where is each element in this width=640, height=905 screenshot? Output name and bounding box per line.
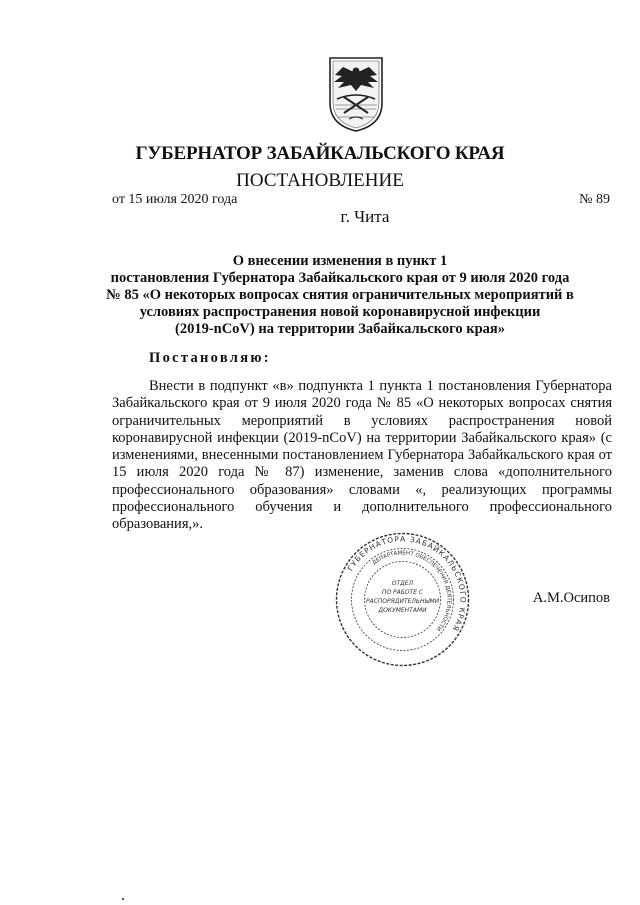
stamp-center-line: ОТДЕЛ — [391, 580, 414, 587]
document-city: г. Чита — [340, 207, 390, 226]
stamp-center-line: РАСПОРЯДИТЕЛЬНЫМИ — [365, 598, 440, 605]
subject-line: О внесении изменения в пункт 1 — [232, 253, 448, 269]
issuer-title: ГУБЕРНАТОР ЗАБАЙКАЛЬСКОГО КРАЯ — [135, 143, 505, 164]
stamp-outer-text: ГУБЕРНАТОРА ЗАБАЙКАЛЬСКОГО КРАЯ — [345, 534, 468, 634]
body-paragraph: Внести в подпункт «в» подпункта 1 пункта 1 постановления Губернатора Забайкальского края от 9 июля 2020 года № 85 «О некоторых вопросах снятия ограничительных мероприятий в условиях распространения новой коронавирусной инфекции (2019-nCoV) на территории Забайкальского края» (с изменениями, внесенными постановлением Губернатора Забайкальского края от 15 июля 2020 года № 87) изменение, заменив слова «дополнительного профессионального образования» словами «, реализующих программы профессионального обучения и дополнительного профессионального образования,». — [112, 378, 612, 533]
signer-name: А.М.Осипов — [532, 590, 610, 606]
stamp-center-line: ДОКУМЕНТАМИ — [378, 607, 427, 614]
subject-line: № 85 «О некоторых вопросах снятия ограничительных мероприятий в — [106, 287, 574, 303]
document-number: № 89 — [579, 192, 610, 207]
document-type: ПОСТАНОВЛЕНИЕ — [236, 170, 404, 191]
subject-line: условиях распространения новой коронавирусной инфекции — [139, 304, 541, 320]
document-subject — [60, 253, 620, 338]
seal-stamp-icon — [335, 532, 470, 667]
decree-word: Постановляю: — [149, 350, 271, 366]
subject-line: (2019-nCoV) на территории Забайкальского края» — [174, 321, 505, 337]
scan-speck — [122, 898, 124, 900]
document-body — [112, 378, 612, 534]
subject-line: постановления Губернатора Забайкальского края от 9 июля 2020 года — [110, 270, 570, 286]
stamp-inner-text: ДЕПАРТАМЕНТ ОБЕСПЕЧЕНИЯ ДЕЯТЕЛЬНОСТИ — [371, 550, 452, 632]
document-date: от 15 июля 2020 года — [112, 192, 238, 207]
stamp-center-line: ПО РАБОТЕ С — [381, 589, 424, 596]
coat-of-arms-icon — [327, 55, 385, 133]
